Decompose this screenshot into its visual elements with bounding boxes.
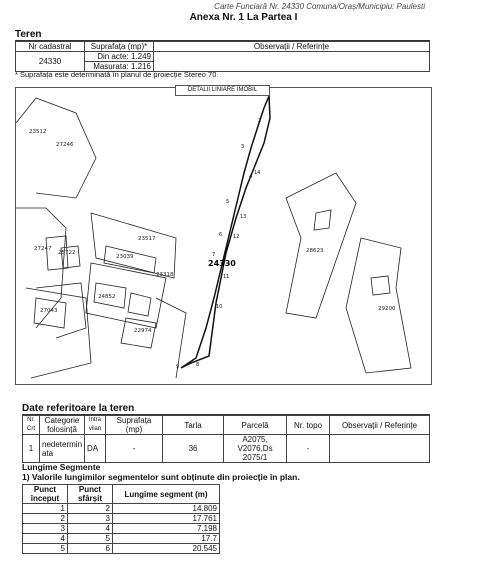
cell-punct-sfarsit: 4 (68, 524, 113, 534)
col-nr-topo: Nr. topo (287, 416, 330, 435)
segment-row (23, 504, 220, 514)
cell-punct-inceput: 3 (23, 524, 68, 534)
cell-observatii (330, 435, 430, 463)
segment-row (23, 534, 220, 544)
cell-suprafata: - (106, 435, 163, 463)
building-outline (371, 276, 390, 295)
neighbor-parcel-label: 29200 (378, 306, 396, 312)
neighbor-parcel-label: 27043 (40, 308, 58, 314)
cell-parcela: A2075, V2076,Ds 2075/1 (224, 435, 287, 463)
vertex-label: 10 (216, 304, 223, 310)
vertex-label: 14 (254, 170, 261, 176)
vertex-label: 5 (226, 199, 230, 205)
neighbor-parcel-label: 23039 (116, 254, 134, 260)
cell-punct-sfarsit: 6 (68, 544, 113, 554)
segment-row (23, 514, 220, 524)
vertex-label: 8 (196, 362, 200, 368)
parcel-24330-boundary (181, 96, 270, 368)
neighbor-parcel-label: 27246 (56, 142, 74, 148)
neighbor-boundary (91, 213, 176, 278)
cell-lungime: 17.761 (113, 514, 220, 524)
document-reference: Carte Funciară Nr. 24330 Comuna/Oraș/Municipiu: Paulesti (214, 2, 425, 11)
cell-nr-cadastral: 24330 (16, 52, 85, 72)
vertex-label: 11 (223, 274, 230, 280)
cell-nr-topo: - (287, 435, 330, 463)
parcel-map (15, 87, 432, 385)
parcel-map-drawing (16, 88, 431, 384)
lungime-title: Lungime Segmente (22, 462, 101, 472)
neighbor-boundary (286, 173, 356, 318)
neighbor-parcel-label: 23517 (138, 236, 156, 242)
cell-lungime: 14.809 (113, 504, 220, 514)
neighbor-parcel-label: 23318 (156, 272, 174, 278)
neighbor-parcel-label: 23512 (29, 129, 47, 135)
col-intravilan: Intra vilan (85, 416, 106, 435)
cell-punct-inceput: 4 (23, 534, 68, 544)
col-categorie: Categorie folosință (40, 416, 85, 435)
vertex-label: 12 (233, 234, 240, 240)
parcel-label: 24330 (208, 259, 236, 268)
segment-row (23, 524, 220, 534)
cell-lungime: 20.545 (113, 544, 220, 554)
cell-punct-inceput: 2 (23, 514, 68, 524)
supr-acte: Din acte: 1.249 (85, 52, 153, 62)
col-suprafata: Suprafața (mp)* (85, 42, 154, 52)
neighbor-parcel-label: 27247 (34, 246, 52, 252)
neighbor-parcel-label: 22974 (134, 328, 152, 334)
col-tarla: Tarla (163, 416, 224, 435)
neighbor-parcel-label: 28623 (306, 248, 324, 254)
col-parcela: Parcelă (224, 416, 287, 435)
vertex-label: 6 (219, 232, 223, 238)
vertex-label: 4 (249, 174, 253, 180)
date-ref-title: Date referitoare la teren (22, 403, 135, 414)
lungime-subtitle: 1) Valorile lungimilor segmentelor sunt obținute din proiecție în plan. (22, 472, 300, 482)
segment-row (23, 544, 220, 554)
cell-tarla: 36 (163, 435, 224, 463)
neighbor-boundary (16, 98, 96, 198)
cell-suprafata (85, 52, 154, 72)
cell-lungime: 7.198 (113, 524, 220, 534)
neighbor-parcel-label: 24852 (98, 294, 116, 300)
cell-nr-crt: 1 (23, 435, 40, 463)
cell-observatii (154, 52, 430, 72)
vertex-label: 2 (258, 118, 262, 124)
building-outline (314, 210, 331, 230)
col-observatii: Observații / Referințe (330, 416, 430, 435)
map-title: DETALII LINIARE IMOBIL (175, 85, 270, 96)
vertex-label: 9 (176, 364, 180, 370)
col-suprafata: Suprafața (mp) (106, 416, 163, 435)
col-nr-cadastral: Nr cadastral (16, 42, 85, 52)
cell-punct-sfarsit: 5 (68, 534, 113, 544)
col-lungime: Lungime segment (m) (113, 485, 220, 504)
cell-categorie: nedetermin ata (40, 435, 85, 463)
vertex-label: 13 (240, 214, 247, 220)
cell-lungime: 17.7 (113, 534, 220, 544)
cell-punct-sfarsit: 3 (68, 514, 113, 524)
cell-punct-inceput: 5 (23, 544, 68, 554)
segment-table (22, 484, 220, 554)
cell-intravilan: DA (85, 435, 106, 463)
annex-title: Anexa Nr. 1 La Partea I (189, 12, 298, 23)
teren-section-title: Teren (15, 29, 42, 40)
building-outline (128, 293, 151, 316)
col-punct-inceput: Punct început (23, 485, 68, 504)
cell-punct-sfarsit: 2 (68, 504, 113, 514)
vertex-label: 7 (212, 252, 216, 258)
projection-note: * Suprafața este determinată în planul de proiecție Stereo 70. (15, 70, 219, 79)
supr-masurata: Masurata: 1.216 (93, 62, 151, 71)
cell-punct-inceput: 1 (23, 504, 68, 514)
neighbor-boundary (156, 298, 186, 378)
col-punct-sfarsit: Punct sfârșit (68, 485, 113, 504)
vertex-label: 3 (241, 144, 245, 150)
date-ref-table (22, 415, 430, 463)
teren-table (15, 41, 430, 72)
neighbor-parcel-label: 25722 (58, 250, 76, 256)
col-nr-crt: Nr. Crt (23, 416, 40, 435)
col-observatii: Observații / Referințe (154, 42, 430, 52)
